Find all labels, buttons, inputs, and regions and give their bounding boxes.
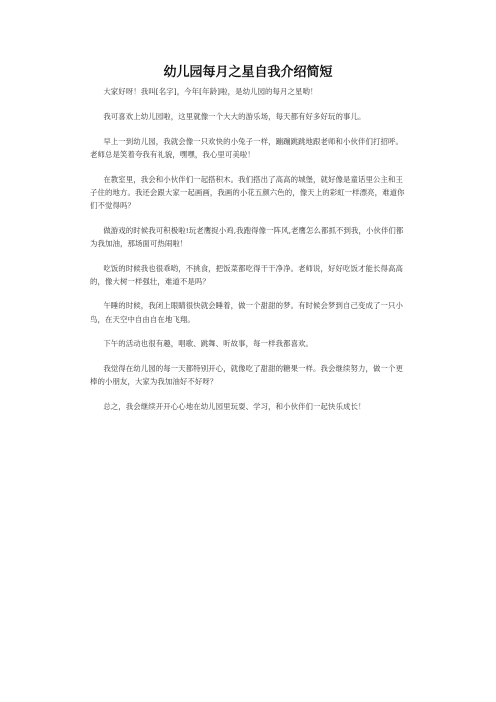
- paragraph-afternoon: 下午的活动也很有趣，唱歌、跳舞、听故事，每一样我都喜欢。: [103, 339, 314, 349]
- document-title: 幼儿园每月之星自我介绍简短: [163, 65, 333, 80]
- paragraph-happy-every-day: 我觉得在幼儿园的每一天都特别开心，就像吃了甜甜的糖果一样。我会继续努力，做一个更棒的小朋友，大家为我加油好不好呀？: [90, 363, 403, 387]
- paragraph-morning: 早上一到幼儿园，我就会像一只欢快的小兔子一样，蹦蹦跳跳地跟老师和小伙伴们打招呼。老师总是笑着夸我有礼貌，嘿嘿，我心里可美啦！: [90, 136, 403, 160]
- paragraph-classroom: 在教室里，我会和小伙伴们一起搭积木。我们搭出了高高的城堡，就好像是童话里公主和王子住的地方。我还会跟大家一起画画，我画的小花五颜六色的，像天上的彩虹一样漂亮，难道你们不觉得吗？: [90, 174, 405, 211]
- document-body: [90, 85, 408, 424]
- paragraph-love-kindergarten: 我可喜欢上幼儿园啦，这里就像一个大大的游乐场，每天都有好多好玩的事儿。: [103, 112, 366, 122]
- paragraph-conclusion: 总之，我会继续开开心心地在幼儿园里玩耍、学习，和小伙伴们一起快乐成长！: [103, 401, 366, 411]
- paragraph-games: 做游戏的时候我可积极啦!玩老鹰捉小鸡,我跑得像一阵风,老鹰怎么都抓不到我，小伙伴们都为我加油，那场面可热闹啦！: [90, 225, 404, 249]
- paragraph-meals: 吃饭的时候我也很乖哟，不挑食，把饭菜都吃得干干净净。老师说，好好吃饭才能长得高高的，像大树一样强壮，难道不是吗？: [90, 263, 403, 287]
- paragraph-greeting: 大家好呀！我叫[名字]，今年[年龄]啦，是幼儿园的每月之星哟！: [103, 87, 318, 96]
- paragraph-nap: 午睡的时候，我闭上眼睛很快就会睡着，做一个甜甜的梦。有时候会梦到自己变成了一只小鸟，在天空中自由自在地飞翔。: [90, 301, 403, 324]
